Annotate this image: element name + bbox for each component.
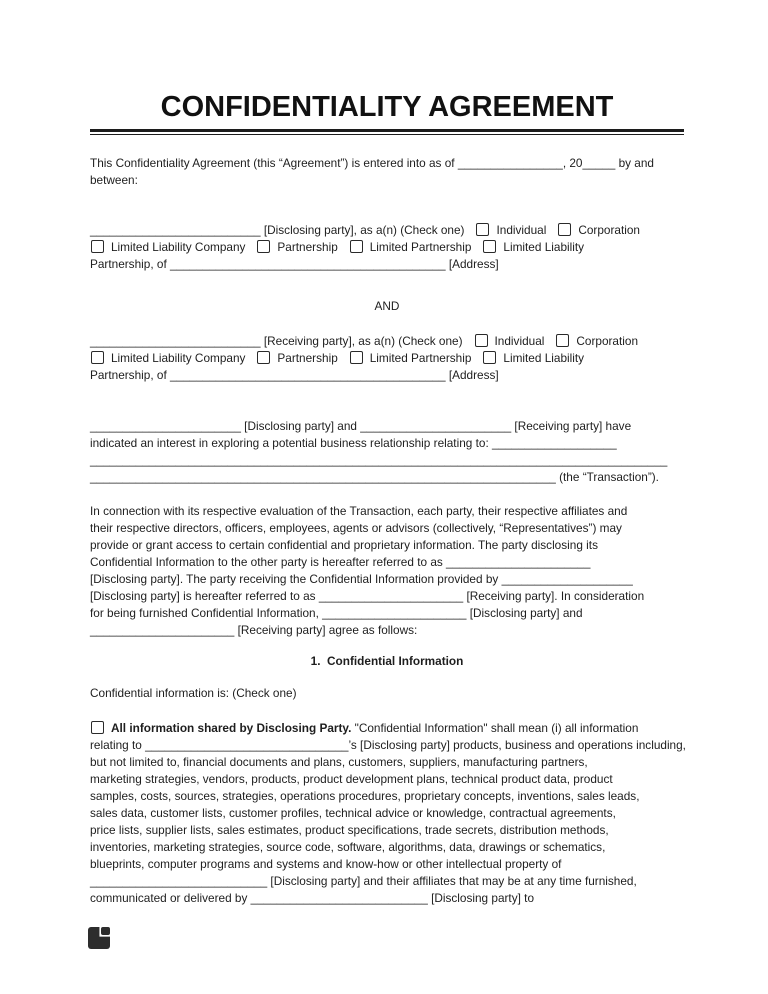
block-intro-line-1 bbox=[90, 155, 684, 172]
block-all-information-line-5 bbox=[90, 788, 684, 805]
text: AND bbox=[374, 299, 400, 313]
block-transaction bbox=[90, 418, 684, 486]
logo-small-square bbox=[101, 927, 110, 935]
block-evaluation-line-1 bbox=[90, 503, 684, 520]
block-evaluation-line-3 bbox=[90, 537, 684, 554]
checkbox-corporation-receiving[interactable] bbox=[556, 334, 569, 347]
block-all-information-line-9 bbox=[90, 856, 684, 873]
text: __________________________ [Disclosing party], as a(n) (Check one) bbox=[90, 223, 465, 237]
block-evaluation bbox=[90, 503, 684, 639]
block-all-information-line-3 bbox=[90, 754, 684, 771]
checkbox-limited-liability-partnership-disclosing[interactable] bbox=[483, 240, 496, 253]
block-evaluation-line-4 bbox=[90, 554, 684, 571]
checkbox-individual-disclosing[interactable] bbox=[476, 223, 489, 236]
text: Limited Liability Company bbox=[111, 240, 246, 254]
text: Corporation bbox=[576, 334, 639, 348]
block-all-information-line-11 bbox=[90, 890, 684, 907]
block-heading-1 bbox=[90, 653, 684, 670]
block-party-receiving-line-1 bbox=[90, 333, 684, 350]
block-evaluation-line-5 bbox=[90, 571, 684, 588]
block-party-disclosing bbox=[90, 222, 684, 273]
text: communicated or delivered by ___________________________ [Disclosing party] to bbox=[90, 891, 535, 905]
title-double-rule bbox=[90, 129, 684, 135]
text: Partnership bbox=[277, 240, 338, 254]
block-intro-line-2 bbox=[90, 172, 684, 189]
text: [Disclosing party]. The party receiving the Confidential Information provided by ____________________ bbox=[90, 572, 633, 586]
page-title: CONFIDENTIALITY AGREEMENT bbox=[160, 91, 614, 123]
block-party-receiving-line-2 bbox=[90, 350, 684, 367]
bold-text: All information shared by Disclosing Party. bbox=[111, 721, 352, 735]
block-party-receiving bbox=[90, 333, 684, 384]
text: Confidential Information to the other party is hereafter referred to as ______________________ bbox=[90, 555, 591, 569]
block-evaluation-line-2 bbox=[90, 520, 684, 537]
text: marketing strategies, vendors, products, product development plans, technical product data, product bbox=[90, 772, 613, 786]
checkbox-partnership-disclosing[interactable] bbox=[257, 240, 270, 253]
block-all-information-line-2 bbox=[90, 737, 684, 754]
text: [Disclosing party] is hereafter referred to as ______________________ [Receiving party]. In consideration bbox=[90, 589, 645, 603]
block-party-receiving-line-3 bbox=[90, 367, 684, 384]
block-party-disclosing-line-1 bbox=[90, 222, 684, 239]
text: inventories, marketing strategies, source code, software, algorithms, data, drawings or schematics, bbox=[90, 840, 606, 854]
block-evaluation-line-6 bbox=[90, 588, 684, 605]
document-blocks bbox=[90, 155, 684, 907]
block-and-separator-line-1 bbox=[90, 298, 684, 315]
text: Partnership, of __________________________________________ [Address] bbox=[90, 257, 499, 271]
text: ______________________ [Receiving party] agree as follows: bbox=[90, 623, 418, 637]
block-party-disclosing-line-3 bbox=[90, 256, 684, 273]
checkbox-individual-receiving[interactable] bbox=[475, 334, 488, 347]
block-and-separator bbox=[90, 298, 684, 315]
text: Corporation bbox=[578, 223, 640, 237]
text: Confidential information is: (Check one) bbox=[90, 686, 297, 700]
text: Individual bbox=[494, 334, 545, 348]
text: indicated an interest in exploring a potential business relationship relating to: ___________________ bbox=[90, 436, 617, 450]
block-all-information bbox=[90, 720, 684, 907]
block-transaction-line-1 bbox=[90, 418, 684, 435]
text: their respective directors, officers, employees, agents or advisors (collectively, “Representatives”) may bbox=[90, 521, 622, 535]
block-party-disclosing-line-2 bbox=[90, 239, 684, 256]
block-heading-1-line-1 bbox=[90, 653, 684, 670]
text: Limited Partnership bbox=[369, 240, 472, 254]
text: This Confidentiality Agreement (this “Agreement”) is entered into as of ________________, 20_____ by and bbox=[90, 156, 654, 170]
checkbox-limited-liability-company-receiving[interactable] bbox=[91, 351, 104, 364]
checkbox-limited-liability-partnership-receiving[interactable] bbox=[483, 351, 496, 364]
text: _______________________________________________________________________ (the “Transaction”). bbox=[90, 470, 659, 484]
checkbox-limited-liability-company-disclosing[interactable] bbox=[91, 240, 104, 253]
checkbox-partnership-receiving[interactable] bbox=[257, 351, 270, 364]
block-transaction-line-2 bbox=[90, 435, 684, 452]
text: Limited Liability Company bbox=[111, 351, 246, 365]
block-check-one bbox=[90, 685, 684, 702]
text: blueprints, computer programs and systems and know-how or other intellectual property of bbox=[90, 857, 562, 871]
text: samples, costs, sources, strategies, operations procedures, proprietary concepts, inventions, sales leads, bbox=[90, 789, 640, 803]
block-all-information-line-10 bbox=[90, 873, 684, 890]
block-all-information-line-6 bbox=[90, 805, 684, 822]
text: Individual bbox=[496, 223, 547, 237]
block-evaluation-line-7 bbox=[90, 605, 684, 622]
text: Limited Liability bbox=[503, 240, 585, 254]
block-transaction-line-4 bbox=[90, 469, 684, 486]
block-all-information-line-7 bbox=[90, 822, 684, 839]
legal-templates-logo-icon bbox=[88, 927, 110, 949]
block-all-information-line-4 bbox=[90, 771, 684, 788]
block-check-one-line-1 bbox=[90, 685, 684, 702]
text: Limited Liability bbox=[503, 351, 585, 365]
text: ________________________________________________________________________________________ bbox=[90, 453, 668, 467]
checkbox-limited-partnership-disclosing[interactable] bbox=[350, 240, 363, 253]
text: Partnership, of __________________________________________ [Address] bbox=[90, 368, 499, 382]
checkbox-limited-partnership-receiving[interactable] bbox=[350, 351, 363, 364]
bold-text: 1. Confidential Information bbox=[310, 654, 464, 668]
text: sales data, customer lists, customer profiles, technical advice or knowledge, contractual agreements, bbox=[90, 806, 616, 820]
text: provide or grant access to certain confidential and proprietary information. The party disclosing its bbox=[90, 538, 598, 552]
text: __________________________ [Receiving party], as a(n) (Check one) bbox=[90, 334, 463, 348]
block-evaluation-line-8 bbox=[90, 622, 684, 639]
block-all-information-line-8 bbox=[90, 839, 684, 856]
text: In connection with its respective evaluation of the Transaction, each party, their respective affiliates and bbox=[90, 504, 628, 518]
checkbox-corporation-disclosing[interactable] bbox=[558, 223, 571, 236]
block-intro bbox=[90, 155, 684, 189]
block-all-information-line-1 bbox=[90, 720, 684, 737]
text: but not limited to, financial documents and plans, customers, suppliers, manufacturing partners, bbox=[90, 755, 588, 769]
text: _______________________ [Disclosing party] and _______________________ [Receiving party] have bbox=[90, 419, 632, 433]
text: relating to _______________________________’s [Disclosing party] products, business and operations including, bbox=[90, 738, 686, 752]
block-transaction-line-3 bbox=[90, 452, 684, 469]
text: for being furnished Confidential Information, ______________________ [Disclosing party] and bbox=[90, 606, 583, 620]
text: price lists, supplier lists, sales estimates, product specifications, trade secrets, distribution methods, bbox=[90, 823, 609, 837]
checkbox-all-information[interactable] bbox=[91, 721, 104, 734]
text: Partnership bbox=[277, 351, 338, 365]
text: Limited Partnership bbox=[369, 351, 472, 365]
text: between: bbox=[90, 173, 138, 187]
text: ___________________________ [Disclosing party] and their affiliates that may be at any time furnished, bbox=[90, 874, 637, 888]
text: "Confidential Information" shall mean (i) all information bbox=[351, 721, 639, 735]
